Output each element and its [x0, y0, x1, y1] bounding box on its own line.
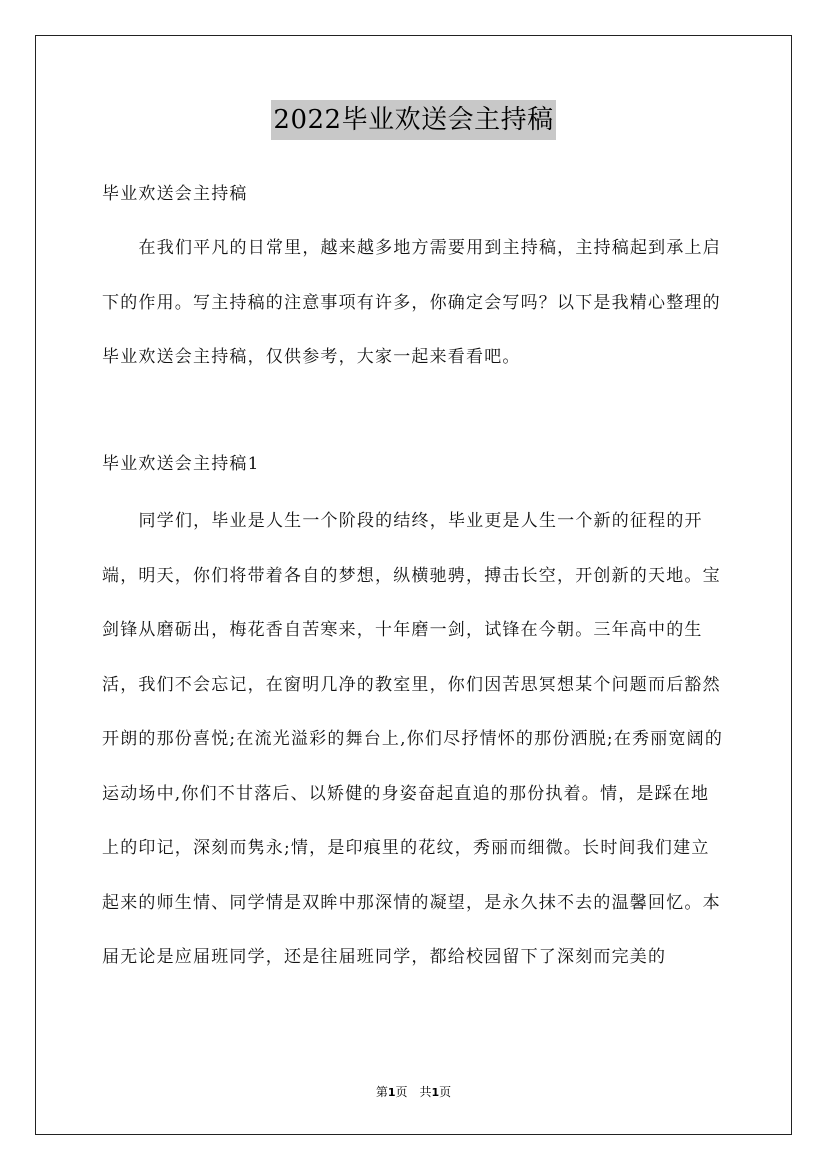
intro-paragraph: 在我们平凡的日常里，越来越多地方需要用到主持稿，主持稿起到承上启下的作用。写主持稿的注意事项有许多，你确定会写吗？以下是我精心整理的毕业欢送会主持稿，仅供参考，大家一起来看看吧。 [102, 238, 721, 367]
title-container [0, 100, 827, 140]
footer-suffix: 页 [439, 1085, 452, 1099]
page-footer [0, 1083, 827, 1102]
footer-prefix: 第 [375, 1085, 388, 1099]
footer-current-page: 1 [387, 1086, 396, 1099]
document-title: 2022毕业欢送会主持稿 [271, 100, 555, 140]
section-paragraph: 同学们，毕业是人生一个阶段的结终，毕业更是人生一个新的征程的开端，明天，你们将带着各自的梦想，纵横驰骋，搏击长空，开创新的天地。宝剑锋从磨砺出，梅花香自苦寒来，十年磨一剑，试锋在今朝。三年高中的生活，我们不会忘记，在窗明几净的教室里，你们因苦思冥想某个问题而后豁然开朗的那份喜悦;在流光溢彩的舞台上,你们尽抒情怀的那份洒脱;在秀丽宽阔的运动场中,你们不甘落后、以矫健的身姿奋起直追的那份执着。情，是踩在地上的印记，深刻而隽永;情，是印痕里的花纹，秀丽而细微。长时间我们建立起来的师生情、同学情是双眸中那深情的凝望，是永久抹不去的温馨回忆。本届无论是应届班同学，还是往届班同学，都给校园留下了深刻而完美的 [102, 511, 724, 967]
section-heading: 毕业欢送会主持稿1 [102, 454, 260, 474]
intro-heading: 毕业欢送会主持稿 [102, 184, 248, 204]
footer-total-pages: 1 [431, 1086, 440, 1099]
footer-mid: 页 共 [395, 1085, 432, 1099]
